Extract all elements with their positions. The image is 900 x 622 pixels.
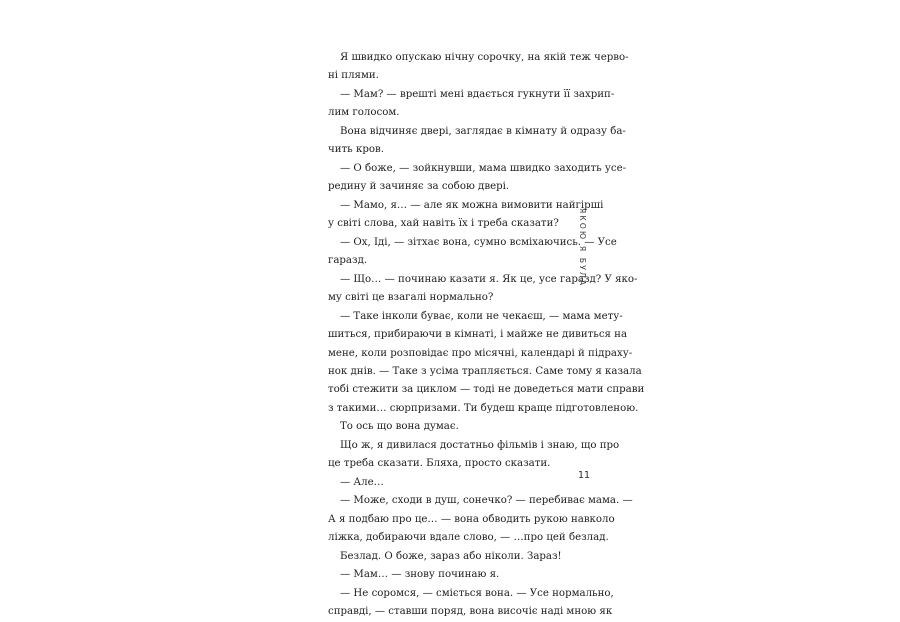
text-line: гаразд. [328, 255, 368, 267]
text-line: — Але… [340, 476, 384, 488]
text-line: — Що… — починаю казати я. Як це, усе гаразд? У яко- [340, 273, 638, 285]
text-line: — Мам… — знову починаю я. [340, 569, 500, 581]
text-line: ні плями. [328, 70, 379, 82]
running-head: ЯКОЮ Я БУЛА [578, 208, 587, 288]
text-line: — Не соромся, — сміється вона. — Усе нормально, [340, 587, 614, 599]
text-line: Що ж, я дивилася достатньо фільмів і знаю, що про [340, 439, 620, 451]
text-line: — Мамо, я… — але як можна вимовити найгірші [340, 199, 604, 211]
text-line: тобі стежити за циклом — тоді не доведеться мати справи [328, 384, 645, 396]
text-line: шиться, прибираючи в кімнаті, і майже не дивиться на [328, 329, 628, 341]
text-line: справді, — ставши поряд, вона височіє наді мною як [328, 606, 613, 618]
page-number: 11 [577, 470, 591, 481]
text-line: — Ох, Іді, — зітхає вона, сумно всміхаючись. — Усе [340, 236, 617, 248]
text-line: му світі це взагалі нормально? [328, 292, 494, 304]
text-line: нок днів. — Таке з усіма трапляється. Саме тому я казала [328, 365, 642, 377]
text-line: То ось що вона думає. [340, 421, 459, 433]
text-line: Я швидко опускаю нічну сорочку, на якій теж черво- [340, 52, 629, 63]
text-line: — Може, сходи в душ, сонечко? — перебиває мама. — [340, 495, 633, 507]
text-line: ліжка, добираючи вдале слово, — …про цей безлад. [328, 532, 609, 544]
text-line: — Таке інколи буває, коли не чекаєш, — мама мету- [340, 310, 623, 322]
text-line: — Мам? — врешті мені вдається гукнути її захрип- [340, 88, 615, 100]
text-line: лим голосом. [328, 107, 400, 119]
text-line: з такими… сюрпризами. Ти будеш краще підготовленою. [328, 402, 639, 414]
text-line: — О боже, — зойкнувши, мама швидко заходить усе- [340, 162, 627, 174]
text-line: редину й зачиняє за собою двері. [328, 181, 510, 193]
text-line: мене, коли розповідає про місячні, календарі й підраху- [328, 347, 633, 359]
text-line: це треба сказати. Бляха, просто сказати. [328, 458, 551, 470]
text-line: А я подбаю про це… — вона обводить рукою навколо [328, 513, 615, 525]
text-line: Безлад. О боже, зараз або ніколи. Зараз! [340, 550, 562, 562]
text-line: Вона відчиняє двері, заглядає в кімнату й одразу ба- [340, 125, 626, 137]
text-line: чить кров. [328, 144, 384, 156]
text-line: у світі слова, хай навіть їх і треба сказати? [328, 218, 559, 230]
